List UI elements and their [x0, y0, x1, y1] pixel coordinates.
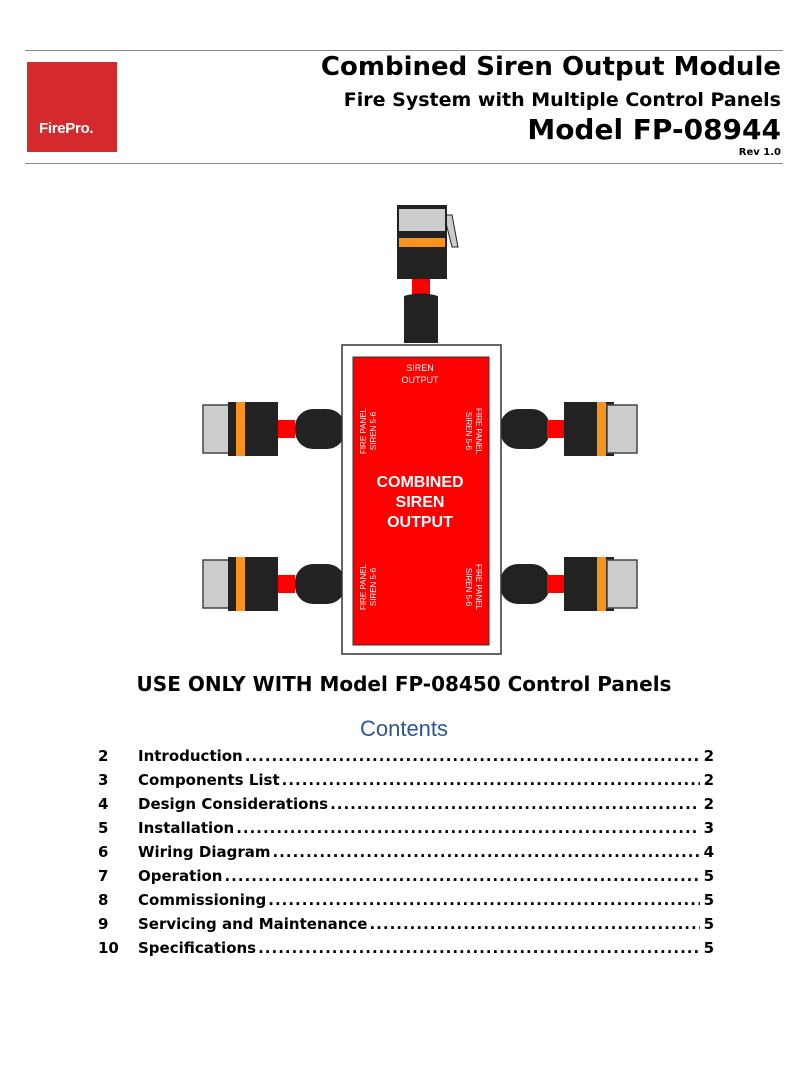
center-label-line3: OUTPUT [387, 514, 453, 531]
top-connector [397, 205, 458, 343]
port-label-top-left-line2: SIREN 5-6 [369, 411, 378, 451]
toc-number: 2 [98, 747, 109, 765]
port-label-bottom-left-line1: FIRE PANEL [359, 563, 368, 611]
toc-leader-dots [236, 819, 699, 837]
header-top-rule [25, 50, 783, 51]
table-of-contents [98, 747, 714, 963]
toc-entry[interactable] [98, 747, 714, 771]
toc-number: 5 [98, 819, 109, 837]
port-label-top-right-line2: SIREN 5-6 [464, 411, 473, 451]
module-diagram [0, 195, 808, 665]
right-top-connector [500, 402, 637, 456]
logo-text: FirePro. [39, 120, 94, 137]
model-number: Model FP-08944 [527, 113, 781, 146]
toc-number: 4 [98, 795, 109, 813]
toc-leader-dots [272, 843, 699, 861]
revision-label: Rev 1.0 [738, 147, 781, 158]
toc-leader-dots [369, 915, 699, 933]
port-label-top-left-line1: FIRE PANEL [359, 407, 368, 455]
left-bottom-connector [203, 557, 345, 611]
toc-page-number: 5 [703, 915, 714, 933]
right-bottom-connector [500, 557, 637, 611]
toc-title: Introduction [138, 747, 243, 765]
toc-leader-dots [258, 939, 699, 957]
siren-output-label-line1: SIREN [406, 363, 434, 373]
toc-entry[interactable] [98, 819, 714, 843]
center-label-line1: COMBINED [376, 474, 464, 491]
left-top-connector [203, 402, 345, 456]
port-label-bottom-left-line2: SIREN 5-6 [369, 567, 378, 607]
toc-title: Design Considerations [138, 795, 329, 813]
toc-number: 7 [98, 867, 109, 885]
siren-output-label-line2: OUTPUT [401, 375, 439, 385]
toc-entry[interactable] [98, 915, 714, 939]
toc-number: 10 [98, 939, 119, 957]
document-subtitle: Fire System with Multiple Control Panels [343, 89, 781, 111]
toc-entry[interactable] [98, 939, 714, 963]
toc-entry[interactable] [98, 891, 714, 915]
toc-entry[interactable] [98, 867, 714, 891]
port-label-top-right-line1: FIRE PANEL [474, 407, 483, 455]
toc-title: Operation [138, 867, 223, 885]
toc-title: Wiring Diagram [138, 843, 271, 861]
toc-page-number: 2 [703, 795, 714, 813]
toc-entry[interactable] [98, 771, 714, 795]
header-bottom-rule [25, 163, 783, 164]
port-label-bottom-right-line1: FIRE PANEL [474, 563, 483, 611]
toc-leader-dots [245, 747, 700, 765]
firepro-logo [27, 62, 117, 152]
toc-page-number: 5 [703, 939, 714, 957]
toc-leader-dots [224, 867, 699, 885]
usage-notice: USE ONLY WITH Model FP-08450 Control Panels [136, 672, 672, 696]
toc-page-number: 5 [703, 867, 714, 885]
toc-leader-dots [330, 795, 700, 813]
toc-page-number: 5 [703, 891, 714, 909]
toc-leader-dots [268, 891, 699, 909]
toc-number: 3 [98, 771, 109, 789]
toc-entry[interactable] [98, 795, 714, 819]
toc-number: 8 [98, 891, 109, 909]
toc-leader-dots [282, 771, 700, 789]
document-title: Combined Siren Output Module [320, 52, 781, 82]
toc-number: 9 [98, 915, 109, 933]
toc-title: Servicing and Maintenance [138, 915, 368, 933]
toc-page-number: 2 [703, 747, 714, 765]
toc-title: Specifications [138, 939, 257, 957]
toc-title: Commissioning [138, 891, 267, 909]
toc-number: 6 [98, 843, 109, 861]
toc-entry[interactable] [98, 843, 714, 867]
toc-page-number: 4 [703, 843, 714, 861]
center-label-line2: SIREN [395, 494, 445, 511]
toc-title: Components List [138, 771, 280, 789]
toc-page-number: 2 [703, 771, 714, 789]
port-label-bottom-right-line2: SIREN 5-6 [464, 567, 473, 607]
toc-page-number: 3 [703, 819, 714, 837]
contents-heading: Contents [359, 716, 449, 741]
toc-title: Installation [138, 819, 235, 837]
